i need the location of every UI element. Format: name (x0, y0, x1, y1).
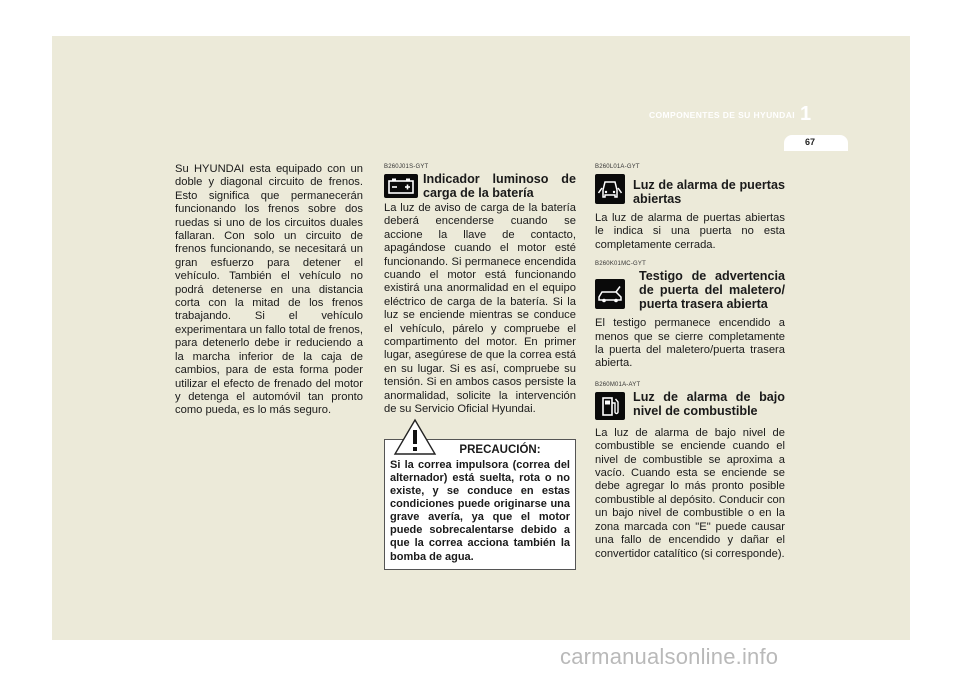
trunk-open-icon (595, 279, 625, 309)
caution-title: PRECAUCIÓN: (459, 443, 541, 456)
section-code: B260L01A-GYT (595, 164, 640, 170)
caution-text: Si la correa impulsora (correa del alternador) está suelta, rota o no existe, y se conduce en estas condiciones puede originarse una grave avería, ya que el motor puede sobrecalentarse debido a que la correa acciona también la bomba de agua. (390, 458, 570, 563)
chapter-number: 1 (800, 103, 812, 125)
column-battery (384, 163, 576, 570)
watermark: carmanualsonline.info (560, 644, 779, 669)
warning-triangle-icon (393, 418, 437, 460)
battery-section-title: Indicador luminoso de carga de la batería (423, 172, 576, 200)
section-code: B260J01S-GYT (384, 164, 429, 170)
section-code: B260M01A-AYT (595, 381, 641, 388)
fuel-pump-icon (595, 392, 625, 420)
battery-icon (384, 174, 418, 198)
caution-box (384, 439, 576, 570)
trunk-section-text: El testigo permanece encendido a menos que se cierre completamente la puerta del maletero/puerta trasera abierta. (595, 317, 785, 370)
trunk-section-header (595, 269, 785, 311)
doors-section-title: Luz de alarma de puertas abiertas (633, 178, 785, 206)
column-indicators (595, 163, 785, 561)
section-code: B260K01MC-GYT (595, 261, 646, 268)
fuel-section-text: La luz de alarma de bajo nivel de combustible se enciende cuando el nivel de combustible se aproxima a vacío. Cuando esta se enciende se debe agregar lo más pronto posible combustible al depósito. Conducir con un bajo nivel de combustible o en la zona marcada con "E" puede causar una fallo de encendido y dañar el convertidor catalítico (si corresponde). (595, 426, 785, 560)
page-number: 67 (804, 137, 815, 147)
trunk-section-title: Testigo de advertencia de puerta del maletero/ puerta trasera abierta (639, 269, 785, 312)
doors-section-header (595, 172, 785, 206)
doors-section-text: La luz de alarma de puertas abiertas le indica si una puerta no esta completamente cerrada. (595, 212, 785, 251)
door-ajar-icon (595, 174, 625, 204)
fuel-section-title: Luz de alarma de bajo nivel de combustible (633, 389, 785, 418)
battery-section-header (384, 172, 576, 200)
brakes-paragraph: Su HYUNDAI esta equipado con un doble y diagonal circuito de frenos. Esto significa que permanecerán funcionando los frenos sobre dos ruedas si uno de los circuitos duales fallaran. Con solo un circuito de frenos funcionando, se necesitará un gran esfuerzo para detener el vehículo. También el vehículo no podrá detenerse en una distancia corta con la mitad de los frenos trabajando. Si el vehículo experimentara un fallo total de frenos, para detenerlo debe ir reduciendo a la marcha inferior de la caja de cambios, para de esta forma poder utilizar el efecto de frenado del motor y detenga el automóvil tan pronto como pueda, es lo más seguro. (175, 163, 363, 417)
fuel-section-header (595, 390, 785, 420)
battery-section-text: La luz de aviso de carga de la batería deberá encenderse cuando se accione la llave de contacto, apagándose cuando el motor esté funcionando. Si permanece encendida cuando el motor está funcionando existirá una anormalidad en el equipo eléctrico de carga de la batería. Si la luz se enciende mientras se conduce el vehículo, párelo y compruebe el compartimento del motor. En primer lugar, asegúrese de que la correa está en su lugar. Si es así, compruebe su tensión. Si en ambos casos persiste la anormalidad, solicite la intervención de su Servicio Oficial Hyundai. (384, 202, 576, 416)
section-header-title: COMPONENTES DE SU HYUNDAI (648, 110, 795, 120)
